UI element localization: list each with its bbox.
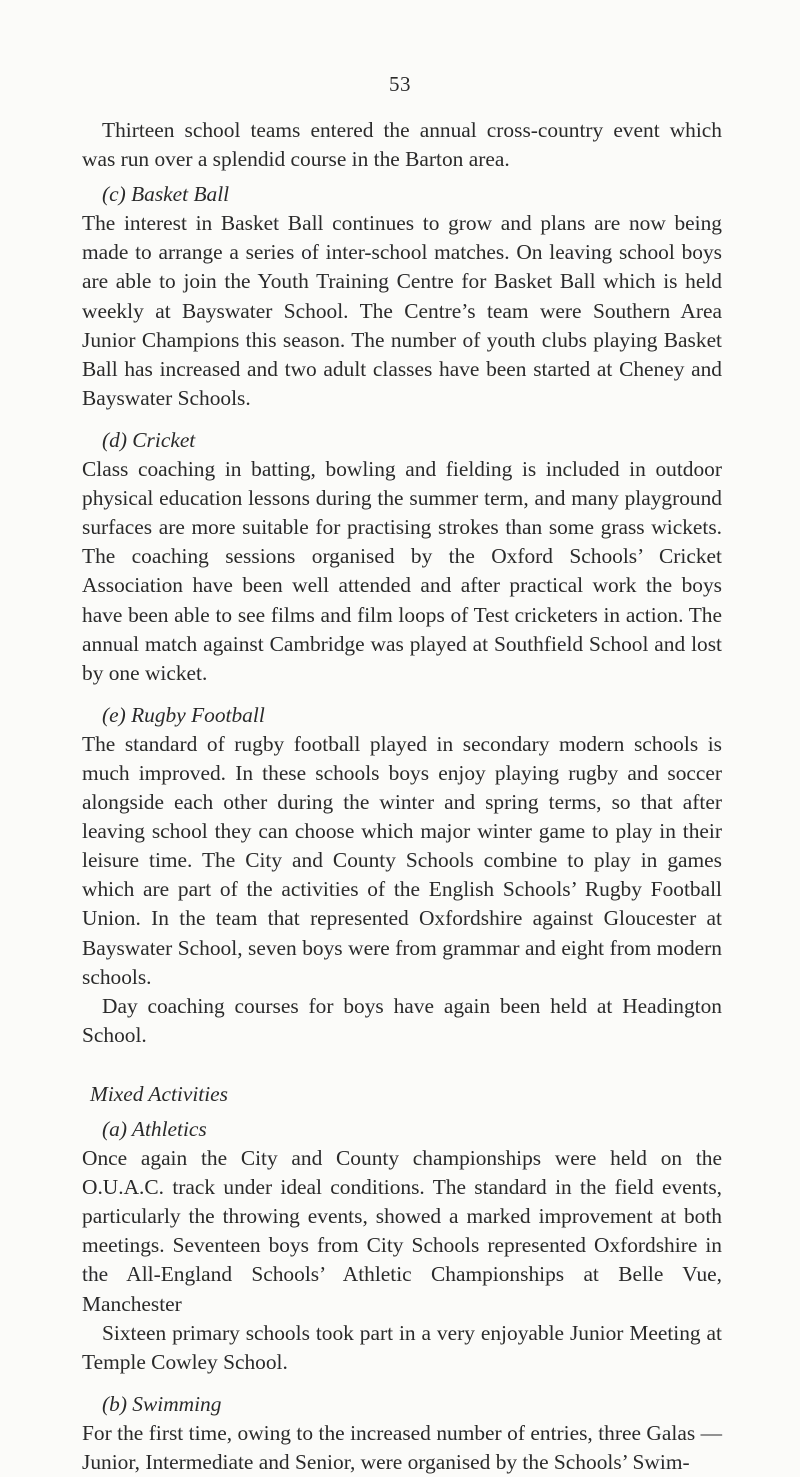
swimming-paragraph: For the first time, owing to the increased number of entries, three Galas —Junior, Intermediate and Senior, were organised by the Schools’ Swim- xyxy=(82,1420,722,1475)
section-heading-cricket: (d) Cricket xyxy=(102,427,196,452)
page-number: 53 xyxy=(389,72,411,96)
rugby-football-paragraph: The standard of rugby football played in secondary modern schools is much improved. In these schools boys enjoy playing rugby and soccer alongside each other during the winter and spring terms, so that after leaving school they can choose which major winter game to play in their leisure time. The City and County Schools combine to play in games which are part of the activities of the English Schools’ Rugby Football Union. In the team that represented Oxfordshire against Gloucester at Bayswater School, seven boys were from grammar and eight from modern schools. xyxy=(82,731,722,989)
rugby-coaching-paragraph: Day coaching courses for boys have again been held at Headington School. xyxy=(82,993,722,1047)
section-heading-swimming: (b) Swimming xyxy=(102,1391,222,1416)
mixed-activities-title: Mixed Activities xyxy=(90,1081,228,1106)
section-heading-basket-ball: (c) Basket Ball xyxy=(102,182,230,207)
section-heading-rugby-football: (e) Rugby Football xyxy=(102,702,265,727)
page-body xyxy=(82,116,722,1477)
junior-meeting-paragraph: Sixteen primary schools took part in a very enjoyable Junior Meeting at Temple Cowley School. xyxy=(82,1320,722,1374)
section-heading-athletics: (a) Athletics xyxy=(102,1117,207,1141)
athletics-paragraph: Once again the City and County championships were held on the O.U.A.C. track under ideal conditions. The standard in the field events, particularly the throwing events, showed a marked improvement at both meetings. Seventeen boys from City Schools represented Oxfordshire in the All-England Schools’ Athletic Championships at Belle Vue, Manchester xyxy=(82,1146,722,1316)
intro-paragraph: Thirteen school teams entered the annual cross-country event which was run over a splendid course in the Barton area. xyxy=(82,118,722,172)
basket-ball-paragraph: The interest in Basket Ball continues to grow and plans are now being made to arrange a series of inter-school matches. On leaving school boys are able to join the Youth Training Centre for Basket Ball which is held weekly at Bayswater School. The Centre’s team were Southern Area Junior Champions this season. The number of youth clubs playing Basket Ball has increased and two adult classes have been started at Cheney and Bayswater Schools. xyxy=(82,211,722,410)
cricket-paragraph: Class coaching in batting, bowling and fielding is included in outdoor physical education lessons during the summer term, and many playground surfaces are more suitable for practising strokes than some grass wickets. The coaching sessions organised by the Oxford Schools’ Cricket Association have been well attended and after practical work the boys have been able to see films and film loops of Test cricketers in action. The annual match against Cambridge was played at Southfield School and lost by one wicket. xyxy=(82,457,722,685)
